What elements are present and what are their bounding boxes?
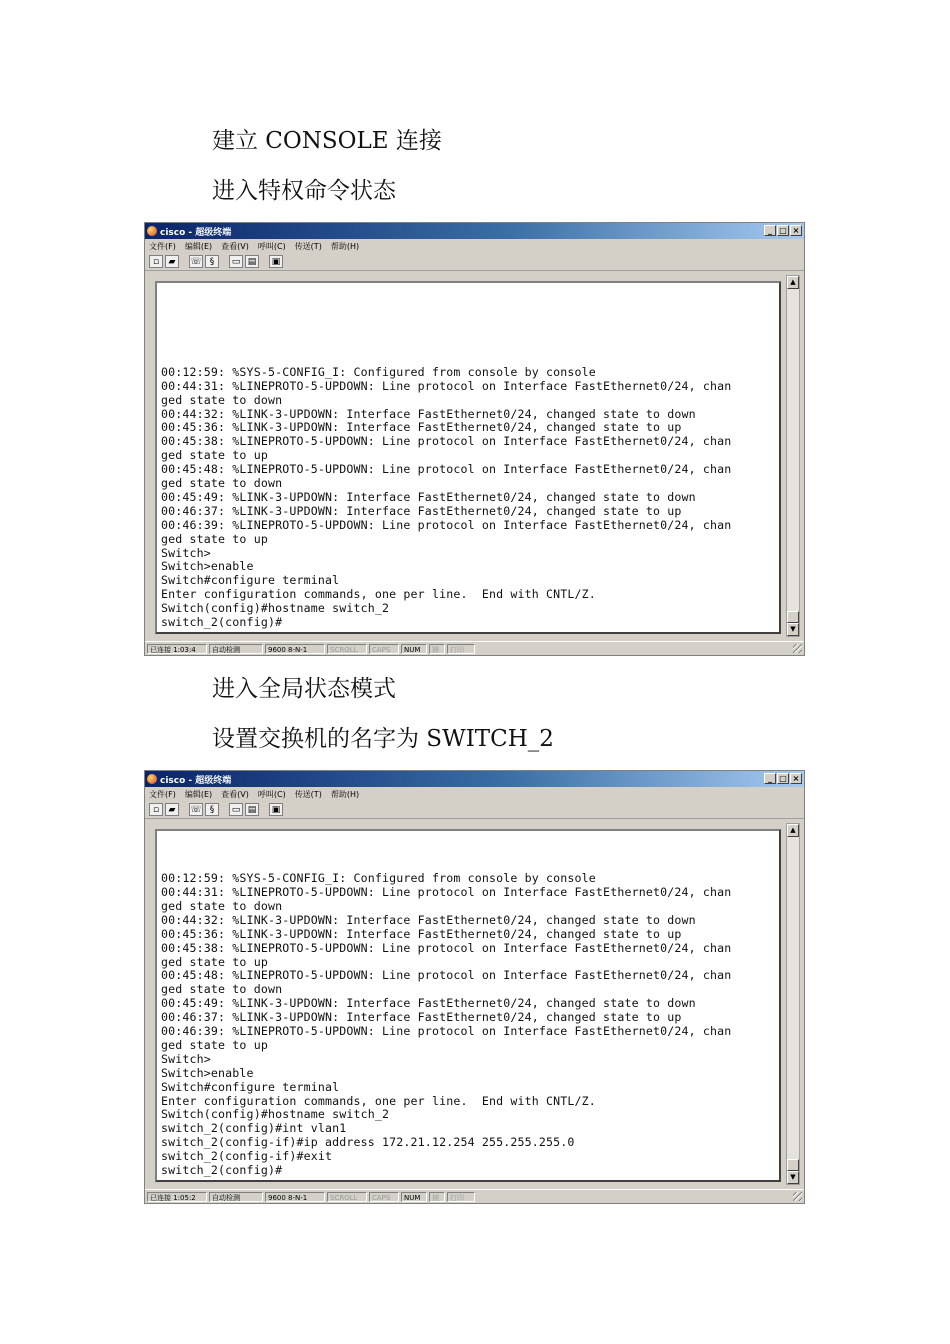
resize-grip-icon[interactable] [793, 644, 802, 653]
menu-transfer[interactable]: 传送(T) [294, 241, 322, 251]
caption-privileged-mode: 进入特权命令状态 [212, 178, 396, 204]
status-scroll: SCROLL [327, 1192, 367, 1202]
status-bar [145, 641, 804, 655]
new-icon[interactable]: ▫ [149, 255, 163, 268]
scroll-thumb[interactable] [787, 611, 799, 623]
terminal-area [145, 271, 804, 641]
menu-edit[interactable]: 编辑(E) [184, 241, 213, 251]
status-bar [145, 1189, 804, 1203]
caption-set-hostname: 设置交换机的名字为 SWITCH_2 [212, 726, 554, 752]
phone-icon[interactable]: ☏ [190, 805, 202, 815]
disconnect-icon[interactable]: § [205, 255, 219, 268]
minimize-button[interactable]: _ [764, 225, 776, 236]
status-num: NUM [401, 644, 427, 654]
menu-file[interactable]: 文件(F) [149, 789, 176, 799]
status-print: 打印 [447, 1192, 475, 1202]
scroll-thumb[interactable] [787, 1159, 799, 1171]
close-button[interactable]: × [790, 773, 802, 784]
phone-icon[interactable]: ☏ [190, 257, 202, 267]
caption-global-config-mode: 进入全局状态模式 [212, 676, 396, 702]
menu-view[interactable]: 查看(V) [221, 789, 249, 799]
status-port-settings: 9600 8-N-1 [265, 644, 325, 654]
status-capture: 捕 [429, 1192, 445, 1202]
status-print: 打印 [447, 644, 475, 654]
receive-icon[interactable]: ▤ [245, 803, 259, 816]
terminal-output: 00:12:59: %SYS-5-CONFIG_I: Configured from console by console 00:44:31: %LINEPROTO-5-UPDOWN: Line protocol on Interface FastEthernet0/24, chan ged state to down 00:44:32: %LINK-3-UPDOWN: Interface FastEthernet0/24, changed state to down 00:45:36: %LINK-3-UPDOWN: Interface FastEthernet0/24, changed state to up 00:45:38: %LINEPROTO-5-UPDOWN: Line protocol on Interface FastEthernet0/24, chan ged state to up 00:45:48: %LINEPROTO-5-UPDOWN: Line protocol on Interface FastEthernet0/24, chan ged state to down 00:45:49: %LINK-3-UPDOWN: Interface FastEthernet0/24, changed state to down 00:46:37: %LINK-3-UPDOWN: Interface FastEthernet0/24, changed state to up 00:46:39: %LINEPROTO-5-UPDOWN: Line protocol on Interface FastEthernet0/24, chan ged state to up Switch> Switch>enable Switch#configure terminal Enter configuration commands, one per line. End with CNTL/Z. Switch(config)#hostname switch_2 switch_2(config)# [161, 364, 732, 630]
terminal-screen[interactable] [155, 829, 781, 1182]
vertical-scrollbar[interactable] [786, 275, 800, 637]
properties-icon[interactable]: ▣ [269, 255, 283, 268]
resize-grip-icon[interactable] [793, 1192, 802, 1201]
hyperterminal-app-icon [147, 774, 157, 784]
status-num: NUM [401, 1192, 427, 1202]
status-auto-detect: 自动检测 [209, 1192, 263, 1202]
menu-help[interactable]: 帮助(H) [330, 789, 360, 799]
menu-view[interactable]: 查看(V) [221, 241, 249, 251]
hyperterminal-window-1 [144, 222, 805, 656]
minimize-button[interactable]: _ [764, 773, 776, 784]
menu-bar [145, 787, 804, 801]
status-capture: 捕 [429, 644, 445, 654]
hyperterminal-window-2 [144, 770, 805, 1204]
caption-console-connection: 建立 CONSOLE 连接 [212, 128, 442, 154]
terminal-output: 00:12:59: %SYS-5-CONFIG_I: Configured from console by console 00:44:31: %LINEPROTO-5-UPDOWN: Line protocol on Interface FastEthernet0/24, chan ged state to down 00:44:32: %LINK-3-UPDOWN: Interface FastEthernet0/24, changed state to down 00:45:36: %LINK-3-UPDOWN: Interface FastEthernet0/24, changed state to up 00:45:38: %LINEPROTO-5-UPDOWN: Line protocol on Interface FastEthernet0/24, chan ged state to up 00:45:48: %LINEPROTO-5-UPDOWN: Line protocol on Interface FastEthernet0/24, chan ged state to down 00:45:49: %LINK-3-UPDOWN: Interface FastEthernet0/24, changed state to down 00:46:37: %LINK-3-UPDOWN: Interface FastEthernet0/24, changed state to up 00:46:39: %LINEPROTO-5-UPDOWN: Line protocol on Interface FastEthernet0/24, chan ged state to up Switch> Switch>enable Switch#configure terminal Enter configuration commands, one per line. End with CNTL/Z. Switch(config)#hostname switch_2 switch_2(config)#int vlan1 switch_2(config-if)#ip address 172.21.12.254 255.255.255.0 switch_2(config-if)#exit switch_2(config)# [161, 871, 732, 1178]
status-connected-time: 已连接 1:03:4 [147, 644, 207, 654]
menu-bar [145, 239, 804, 253]
open-icon[interactable]: ▰ [165, 255, 179, 268]
receive-icon[interactable]: ▤ [245, 255, 259, 268]
status-auto-detect: 自动检测 [209, 644, 263, 654]
toolbar [145, 253, 804, 271]
menu-file[interactable]: 文件(F) [149, 241, 176, 251]
scroll-up-icon[interactable]: ▲ [787, 824, 799, 837]
scroll-down-icon[interactable]: ▼ [787, 1171, 799, 1184]
send-icon[interactable]: ▭ [229, 255, 243, 268]
status-caps: CAPS [369, 1192, 399, 1202]
disconnect-icon[interactable]: § [205, 803, 219, 816]
window-title: cisco - 超级终端 [160, 227, 232, 238]
scroll-up-icon[interactable]: ▲ [787, 276, 799, 289]
send-icon[interactable]: ▭ [229, 803, 243, 816]
new-icon[interactable]: ▫ [149, 803, 163, 816]
menu-edit[interactable]: 编辑(E) [184, 789, 213, 799]
menu-help[interactable]: 帮助(H) [330, 241, 360, 251]
window-title: cisco - 超级终端 [160, 775, 232, 786]
status-caps: CAPS [369, 644, 399, 654]
status-scroll: SCROLL [327, 644, 367, 654]
hyperterminal-app-icon [147, 226, 157, 236]
menu-call[interactable]: 呼叫(C) [257, 789, 286, 799]
terminal-screen[interactable] [155, 281, 781, 634]
terminal-area [145, 819, 804, 1189]
menu-transfer[interactable]: 传送(T) [294, 789, 322, 799]
maximize-button[interactable]: □ [777, 773, 789, 784]
open-icon[interactable]: ▰ [165, 803, 179, 816]
maximize-button[interactable]: □ [777, 225, 789, 236]
menu-call[interactable]: 呼叫(C) [257, 241, 286, 251]
toolbar [145, 801, 804, 819]
close-button[interactable]: × [790, 225, 802, 236]
title-bar[interactable] [145, 771, 804, 787]
title-bar[interactable] [145, 223, 804, 239]
properties-icon[interactable]: ▣ [269, 803, 283, 816]
status-connected-time: 已连接 1:05:2 [147, 1192, 207, 1202]
vertical-scrollbar[interactable] [786, 823, 800, 1185]
scroll-down-icon[interactable]: ▼ [787, 623, 799, 636]
status-port-settings: 9600 8-N-1 [265, 1192, 325, 1202]
